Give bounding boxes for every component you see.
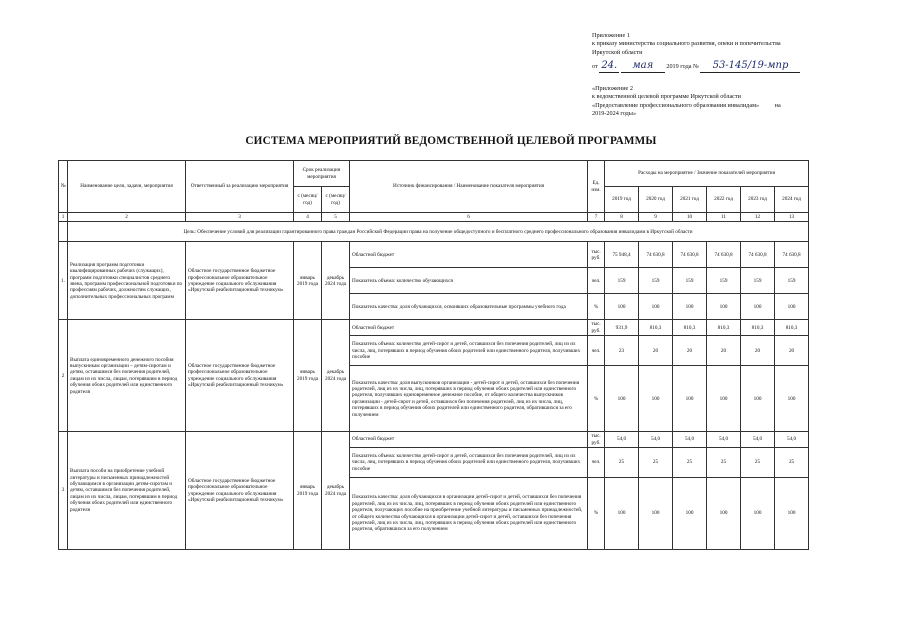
value-2022: 100 [707, 366, 741, 432]
indicator-label: Областной бюджет [350, 242, 588, 268]
col-number: 6 [350, 213, 588, 222]
responsible: Областное государственное бюджетное профессиональное образовательное учреждение социального обслуживания «Иркутский реабилитационный техникум» [186, 432, 294, 550]
indicator-unit: чел. [588, 268, 605, 294]
value-2020: 25 [639, 448, 673, 478]
appendix-1-line: к приказу министерства социального развития, опеки и попечительства [592, 40, 781, 48]
col-number: 12 [741, 213, 775, 222]
header-year-2019: 2019 год [605, 187, 639, 213]
col-number: 1 [59, 213, 68, 222]
header-responsible: Ответственный за реализацию мероприятия [186, 161, 294, 213]
value-2024: 25 [775, 448, 809, 478]
header-unit: Ед. изм. [588, 161, 605, 213]
indicator-label: Показатель качества: доля обучающихся в организации детей-сирот и детей, оставшихся без попечения родителей, лиц из их числа, лиц, потерявших в период обучения обоих родителей или единственного родителя, получающих пособие на приобретение учебной литературы и письменных принадлежностей, от общего количества обучающихся в организации детей-сирот и детей, оставшихся без попечения родителей, лиц из их числа, лиц, потерявших в период обучения обоих родителей или единственного родителя, обратившихся за его получением [350, 478, 588, 550]
header-sources: Источник финансирования / Наименование показателя мероприятия [350, 161, 588, 213]
indicator-label: Показатель объема: количество обучающихся [350, 268, 588, 294]
col-number: 4 [294, 213, 322, 222]
value-2019: 75 948,4 [605, 242, 639, 268]
value-2020: 74 630,8 [639, 242, 673, 268]
value-2021: 25 [673, 448, 707, 478]
value-2019: 100 [605, 366, 639, 432]
order-date-line [592, 60, 800, 73]
col-number: 3 [186, 213, 294, 222]
value-2023: 810,3 [741, 320, 775, 336]
term-from: январь 2019 года [294, 320, 322, 432]
header-year-2023: 2023 год [741, 187, 775, 213]
value-2021: 74 630,8 [673, 242, 707, 268]
appendix-2-program-name: «Предоставление профессионального образования инвалидам» [592, 101, 760, 109]
appendix-1-line: Приложение 1 [592, 32, 630, 39]
indicator-label: Показатель объема: количество детей-сирот и детей, оставшихся без попечения родителей, лиц из их числа, лиц, потерявших в период обучения обоих родителей или единственного родителя, получивших пособие [350, 336, 588, 366]
header-num: № [59, 161, 68, 213]
appendix-2-line: «Приложение 2 [592, 85, 633, 92]
appendix-2-line [592, 102, 781, 110]
value-2021: 100 [673, 366, 707, 432]
indicator-unit: тыс. руб. [588, 242, 605, 268]
term-to: декабрь 2024 года [322, 320, 350, 432]
value-2022: 159 [707, 268, 741, 294]
value-2022: 20 [707, 336, 741, 366]
measure-name: Выплата единовременного денежного пособия выпускникам организации – детям-сиротам и детям, оставшимся без попечения родителей, лицам из их числа, лицам, потерявшим в период обучения обоих родителей или единственного родителя [68, 320, 186, 432]
value-2024: 100 [775, 366, 809, 432]
value-2022: 100 [707, 478, 741, 550]
header-year-2021: 2021 год [673, 187, 707, 213]
header-term: Срок реализации мероприятия [294, 161, 350, 187]
value-2024: 159 [775, 268, 809, 294]
header-year-2024: 2024 год [775, 187, 809, 213]
value-2022: 100 [707, 294, 741, 320]
value-2020: 54,0 [639, 432, 673, 448]
value-2023: 25 [741, 448, 775, 478]
col-number: 5 [322, 213, 350, 222]
col-number: 11 [707, 213, 741, 222]
order-number-handwritten: 53-145/19-мпр [700, 60, 800, 73]
goal-num-cell [59, 222, 68, 242]
indicator-unit: % [588, 294, 605, 320]
column-numbers-row [59, 213, 809, 222]
appendix-2-on: на [774, 101, 781, 109]
value-2021: 54,0 [673, 432, 707, 448]
appendix-1-block [592, 32, 800, 73]
row-num: 2 [59, 320, 68, 432]
value-2019: 100 [605, 478, 639, 550]
col-number: 8 [605, 213, 639, 222]
measures-table [58, 160, 809, 550]
value-2019: 100 [605, 294, 639, 320]
value-2024: 100 [775, 294, 809, 320]
indicator-label: Областной бюджет [350, 320, 588, 336]
value-2023: 54,0 [741, 432, 775, 448]
header-row [59, 161, 809, 187]
appendix-2-line: 2019-2024 годы» [592, 109, 637, 117]
indicator-unit: тыс. руб. [588, 320, 605, 336]
indicator-label: Областной бюджет [350, 432, 588, 448]
indicator-unit: % [588, 366, 605, 432]
appendix-2-line: к ведомственной целевой программе Иркутской области [592, 93, 741, 101]
value-2022: 54,0 [707, 432, 741, 448]
value-2024: 810,3 [775, 320, 809, 336]
value-2020: 159 [639, 268, 673, 294]
term-from: январь 2019 года [294, 432, 322, 550]
table-row [59, 242, 809, 268]
goal-text: Цель: Обеспечение условий для реализации гарантированного права граждан Российской Федерации права на получение общедоступного и бесплатного среднего профессионального образования инвалидами в Иркутской области [68, 222, 809, 242]
value-2024: 100 [775, 478, 809, 550]
col-number: 7 [588, 213, 605, 222]
header-year-2020: 2020 год [639, 187, 673, 213]
value-2023: 159 [741, 268, 775, 294]
indicator-unit: чел. [588, 448, 605, 478]
value-2023: 100 [741, 478, 775, 550]
value-2024: 54,0 [775, 432, 809, 448]
value-2020: 20 [639, 336, 673, 366]
order-day-handwritten: 24. [599, 60, 619, 73]
responsible: Областное государственное бюджетное профессиональное образовательное учреждение социального обслуживания «Иркутский реабилитационный техникум» [186, 320, 294, 432]
appendix-2-block [592, 85, 781, 118]
value-2020: 810,3 [639, 320, 673, 336]
value-2022: 74 630,8 [707, 242, 741, 268]
page-title: СИСТЕМА МЕРОПРИЯТИЙ ВЕДОМСТВЕННОЙ ЦЕЛЕВОЙ ПРОГРАММЫ [245, 135, 657, 147]
value-2020: 100 [639, 294, 673, 320]
measure-name: Реализация программ подготовки квалифицированных рабочих (служащих), программ подготовки специалистов среднего звена, программ профессиональной подготовки по профессиям рабочих, должностям служащих, дополнительных профессиональных программ [68, 242, 186, 320]
goal-row [59, 222, 809, 242]
term-from: январь 2019 года [294, 242, 322, 320]
indicator-unit: тыс. руб. [588, 432, 605, 448]
row-num: 3 [59, 432, 68, 550]
indicator-label: Показатель качества: доля обучающихся, освоивших образовательные программы учебного года [350, 294, 588, 320]
value-2022: 25 [707, 448, 741, 478]
value-2023: 74 630,8 [741, 242, 775, 268]
value-2020: 100 [639, 366, 673, 432]
col-number: 10 [673, 213, 707, 222]
value-2019: 25 [605, 448, 639, 478]
value-2021: 100 [673, 294, 707, 320]
table-row [59, 320, 809, 336]
value-2024: 20 [775, 336, 809, 366]
responsible: Областное государственное бюджетное профессиональное образовательное учреждение социального обслуживания «Иркутский реабилитационный техникум» [186, 242, 294, 320]
value-2019: 54,0 [605, 432, 639, 448]
col-number: 13 [775, 213, 809, 222]
value-2020: 100 [639, 478, 673, 550]
order-prefix: от [592, 62, 598, 70]
value-2019: 159 [605, 268, 639, 294]
value-2023: 100 [741, 366, 775, 432]
measure-name: Выплата пособи на приобретение учебной литературы и письменных принадлежностей обучающимся в организации детям-сиротам и детям, оставшимся без попечения родителей, лицам из их числа, лицам, потерявшим в период обучения обоих родителей или единственного родителя [68, 432, 186, 550]
value-2021: 159 [673, 268, 707, 294]
value-2023: 20 [741, 336, 775, 366]
header-term-from: с (месяц/год) [294, 187, 322, 213]
row-num: 1. [59, 242, 68, 320]
term-to: декабрь 2024 года [322, 242, 350, 320]
term-to: декабрь 2024 года [322, 432, 350, 550]
value-2024: 74 630,8 [775, 242, 809, 268]
indicator-unit: чел. [588, 336, 605, 366]
indicator-unit: % [588, 478, 605, 550]
value-2022: 810,3 [707, 320, 741, 336]
col-number: 2 [68, 213, 186, 222]
order-year: 2019 года № [666, 62, 699, 70]
indicator-label: Показатель качества: доля выпускников организации - детей-сирот и детей, оставшихся без попечения родителей, лиц из их числа, лиц, потерявших в период обучения обоих родителей или единственного родителя, получивших единовременное денежное пособие, от общего количества выпускников организации - детей-сирот и детей, оставшихся без попечения родителей, лиц из их числа, лиц, потерявших в период обучения обоих родителей или единственного родителя, обратившихся за его получением [350, 366, 588, 432]
appendix-1-line: Иркутской области [592, 48, 643, 56]
header-expenses: Расходы на мероприятие / Значение показателей мероприятия [605, 161, 809, 187]
value-2023: 100 [741, 294, 775, 320]
order-month-handwritten: мая [621, 60, 665, 73]
header-year-2022: 2022 год [707, 187, 741, 213]
value-2019: 931,9 [605, 320, 639, 336]
header-term-to: с (месяц/год) [322, 187, 350, 213]
value-2021: 20 [673, 336, 707, 366]
table-row [59, 432, 809, 448]
col-number: 9 [639, 213, 673, 222]
value-2019: 23 [605, 336, 639, 366]
value-2021: 100 [673, 478, 707, 550]
indicator-label: Показатель объема: количество детей-сирот и детей, оставшихся без попечения родителей, лиц из их числа, лиц, потерявших в период обучения обоих родителей или единственного родителя, получивших пособие [350, 448, 588, 478]
header-name: Наименование цели, задачи, мероприятия [68, 161, 186, 213]
value-2021: 810,3 [673, 320, 707, 336]
